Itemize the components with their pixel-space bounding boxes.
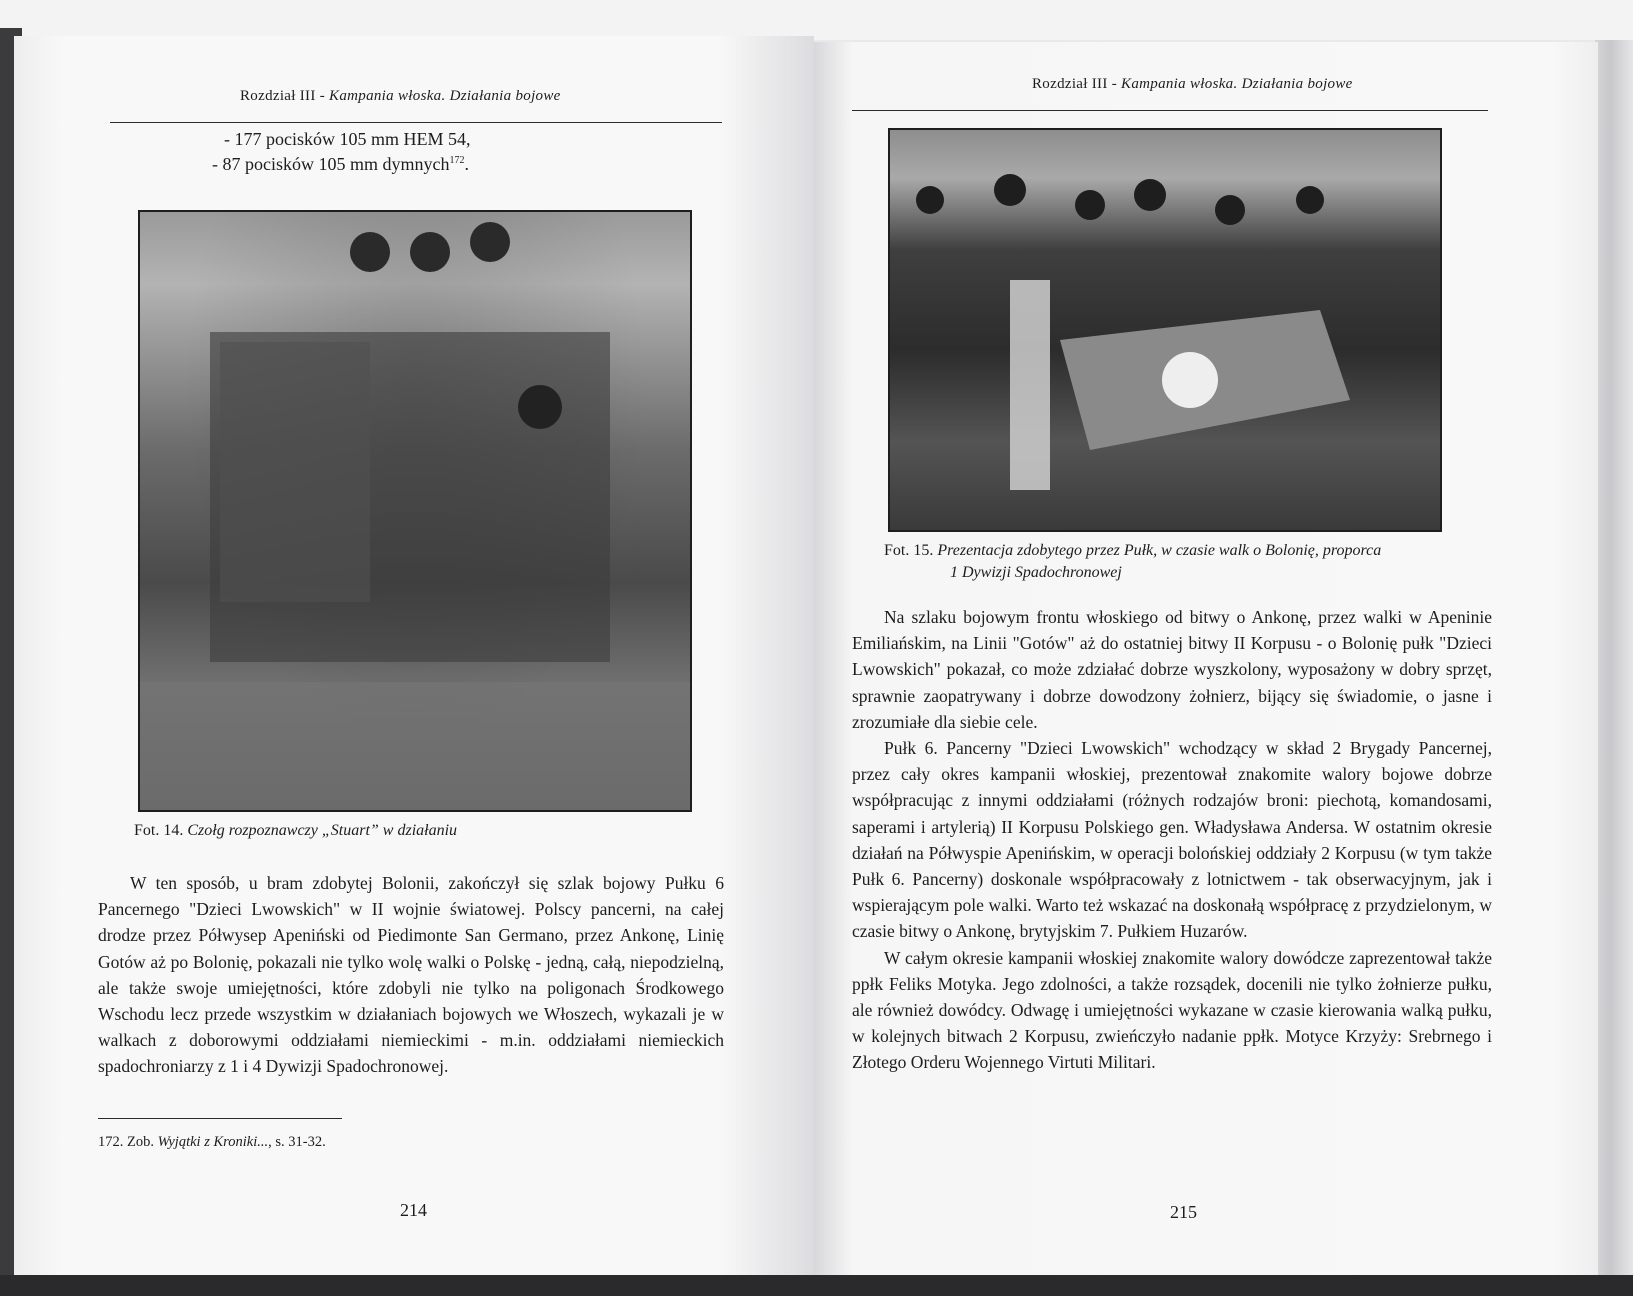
figure-caption-15 xyxy=(884,542,1381,560)
list-item: - 177 pocisków 105 mm HEM 54, xyxy=(224,129,471,149)
background-bottom xyxy=(0,1275,1633,1296)
figure-caption-15-line2: 1 Dywizji Spadochronowej xyxy=(950,564,1122,581)
paragraph: Pułk 6. Pancerny "Dzieci Lwowskich" wchodzący w skład 2 Brygady Pancernej, przez cały okres kampanii włoskiej, prezentował znakomite walory bojowe dobrze współpracując z innymi oddziałami (różnych rodzajów broni: piechotą, komandosami, saperami i artylerią) II Korpusu Polskiego gen. Władysława Andersa. W ostatnim okresie działań na Półwyspie Apenińskim, w operacji bolońskiej oddziały 2 Korpusu (w tym także Pułk 6. Pancerny) doskonale współpracowały z lotnictwem - tak obserwacyjnym, jak i wspierającym pole walki. Warto też wskazać na doskonałą współpracę z przydzielonym, w czasie bitwy o Ankonę, brytyjskim 7. Pułkiem Huzarów. xyxy=(852,738,1492,942)
running-head-prefix: Rozdział III - xyxy=(1032,76,1122,92)
flag-photo-illustration xyxy=(890,130,1440,530)
photo-flag-presentation xyxy=(888,128,1442,532)
photo-image xyxy=(140,212,690,810)
figure-label: Fot. 14. xyxy=(134,822,184,839)
body-text-left xyxy=(98,870,724,1080)
header-rule xyxy=(852,110,1488,111)
photo-tank-stuart xyxy=(138,210,692,812)
list-item: - 87 pocisków 105 mm dymnych$^{172}$. xyxy=(212,154,469,174)
running-head-title: Kampania włoska. Działania bojowe xyxy=(329,88,561,104)
paragraph: W ten sposób, u bram zdobytej Bolonii, zakończył się szlak bojowy Pułku 6 Pancernego "Dzieci Lwowskich" w II wojnie światowej. Polscy pancerni, na całej drodze przez Półwysep Apeniński od Piedimonte San Germano, przez Ankonę, Linię Gotów aż po Bolonię, pokazali nie tylko wolę walki o Polskę - jedną, całą, niepodzielną, ale także swoje umiejętności, które zdobyli nie tylko na poligonach Środkowego Wschodu lecz przede wszystkim w działaniach bojowych we Włoszech, wykazali je w walkach z doborowymi oddziałami niemieckimi - m.in. oddziałami niemieckich spadochroniarzy z 1 i 4 Dywizji Spadochronowej. xyxy=(98,873,724,1077)
background-top xyxy=(0,0,1633,40)
footnote-ref: 172 xyxy=(449,155,465,166)
header-rule xyxy=(110,122,722,123)
footnote: 172. Zob. Wyjątki z Kroniki..., s. 31-32. xyxy=(98,1134,326,1150)
figure-label: Fot. 15. xyxy=(884,542,934,559)
paragraph: W całym okresie kampanii włoskiej znakomite walory dowódcze zaprezentował także ppłk Feliks Motyka. Jego zdolności, a także rozsądek, docenili nie tylko żołnierze pułku, ale również dowódcy. Odwagę i umiejętności wykazane w czasie kierowania walką pułku, w kolejnych bitwach 2 Korpusu, zwieńczyło nadanie ppłk. Motyce Krzyży: Srebrnego i Złotego Orderu Wojennego Virtuti Militari. xyxy=(852,947,1492,1073)
photo-image xyxy=(890,130,1440,530)
tank-photo-illustration xyxy=(140,212,690,810)
figure-caption-14 xyxy=(134,822,457,840)
figure-caption-text: Prezentacja zdobytego przez Pułk, w czasie walk o Bolonię, proporca xyxy=(937,542,1382,559)
body-text-right xyxy=(852,604,1492,1076)
page-number: 215 xyxy=(1170,1202,1197,1222)
figure-caption-text: Czołg rozpoznawczy „Stuart” w działaniu xyxy=(187,822,458,839)
book-page-stack-right xyxy=(1595,40,1633,1280)
running-head-title: Kampania włoska. Działania bojowe xyxy=(1121,76,1353,92)
left-page xyxy=(14,36,814,1282)
page-number: 214 xyxy=(400,1200,427,1220)
paragraph: Na szlaku bojowym frontu włoskiego od bitwy o Ankonę, przez walki w Apeninie Emiliańskim, na Linii "Gotów" aż do ostatniej bitwy II Korpusu - o Bolonię pułk "Dzieci Lwowskich" pokazał, co może zdziałać dobrze wyszkolony, wyposażony w dobry sprzęt, sprawnie zaopatrywany i dobrze dowodzony żołnierz, bijący się świadomie, o jasne i zrozumiałe dla siebie cele. xyxy=(852,607,1492,732)
running-head-right xyxy=(1032,76,1353,93)
footnote-rule xyxy=(98,1118,342,1119)
running-head-prefix: Rozdział III - xyxy=(240,88,330,104)
running-head-left xyxy=(240,88,561,105)
right-page xyxy=(814,42,1598,1282)
